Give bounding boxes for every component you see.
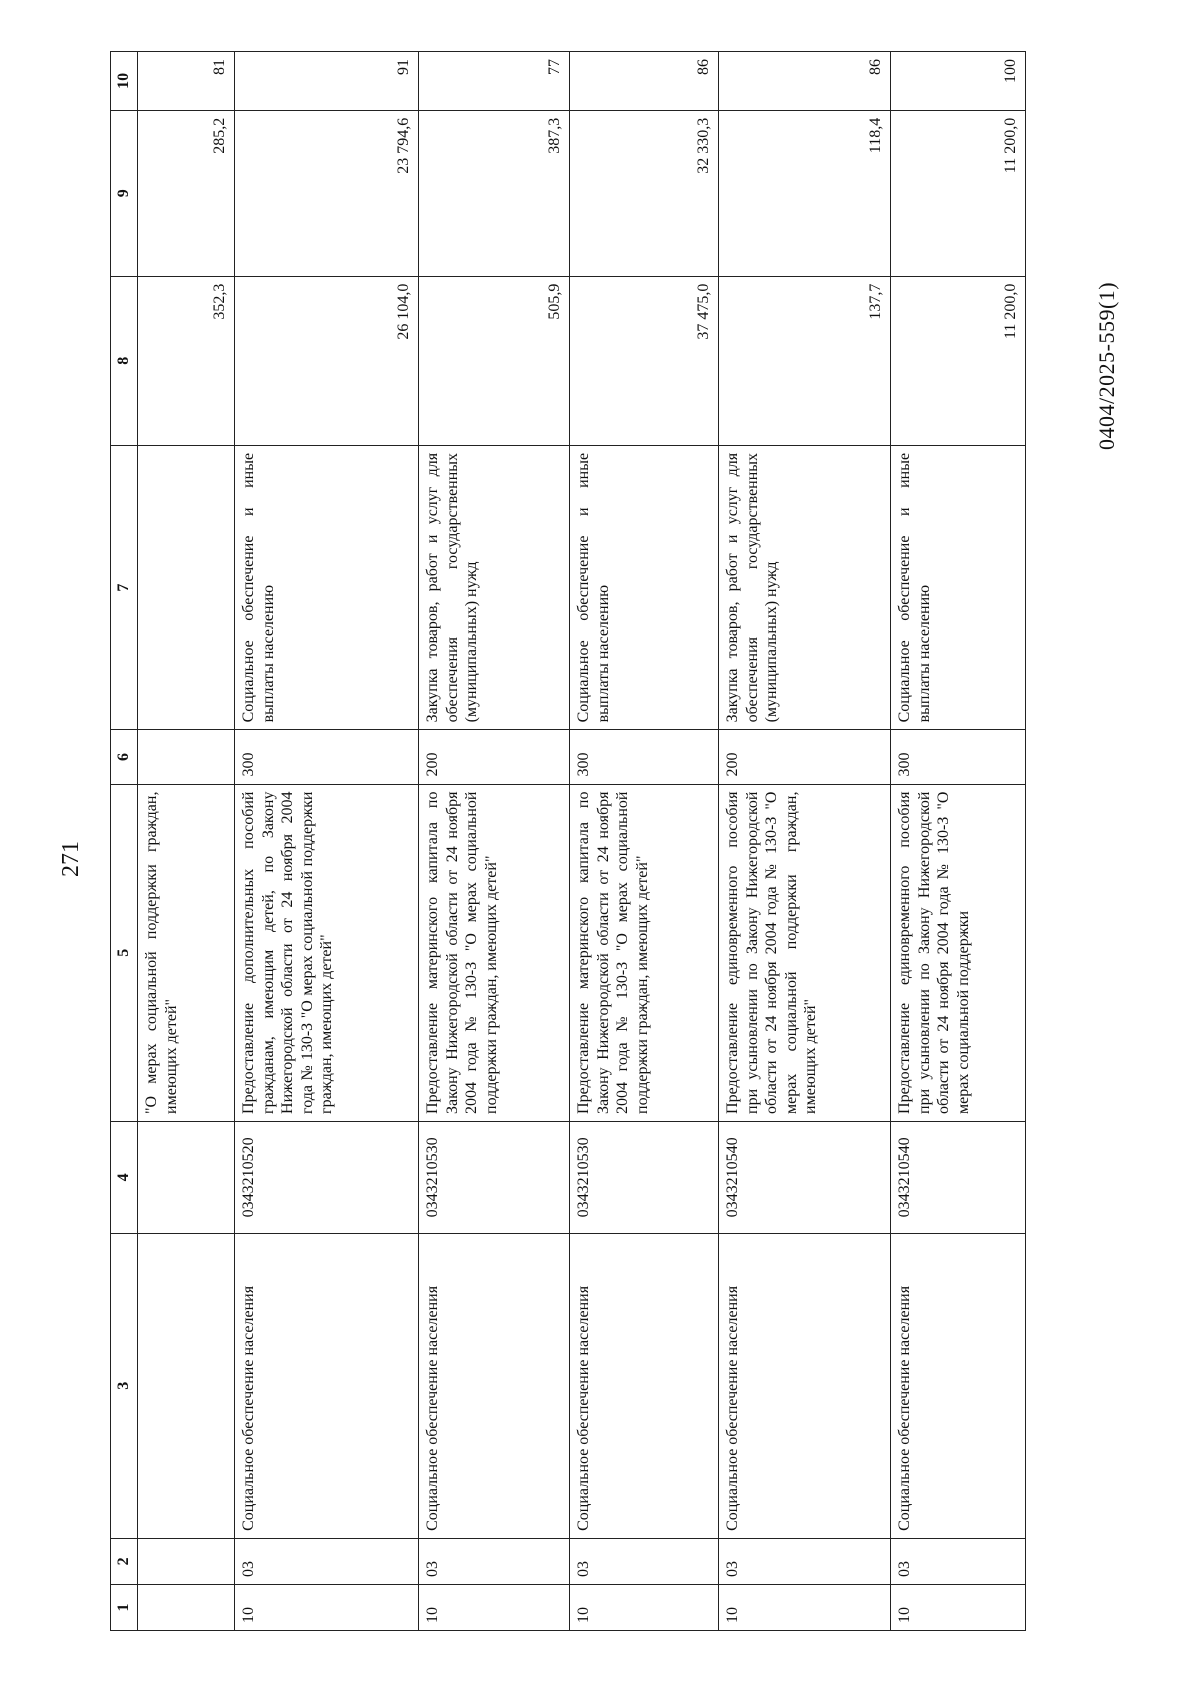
cell-expense-name <box>138 445 235 729</box>
cell-subsection: 03 <box>719 1538 891 1584</box>
table-row <box>419 52 570 1631</box>
cell-section-name: Социальное обеспечение населения <box>419 1233 570 1538</box>
table-row <box>570 52 719 1631</box>
col-header-10: 10 <box>111 52 138 111</box>
col-header-2: 2 <box>111 1538 138 1584</box>
cell-section: 10 <box>419 1584 570 1630</box>
col-header-1: 1 <box>111 1584 138 1630</box>
table-row <box>719 52 891 1631</box>
cell-section-name <box>138 1233 235 1538</box>
cell-subsection: 03 <box>235 1538 419 1584</box>
cell-target-code <box>138 1121 235 1233</box>
cell-planned: 505,9 <box>419 276 570 445</box>
cell-executed: 11 200,0 <box>891 110 1026 276</box>
cell-expense-type: 300 <box>235 730 419 784</box>
cell-section: 10 <box>891 1584 1026 1630</box>
cell-target-name: Предоставление материнского капитала по Закону Нижегородской области от 24 ноября 2004 года № 130-З "О мерах социальной поддержки граждан, имеющих детей" <box>419 784 570 1121</box>
cell-expense-name: Социальное обеспечение и иные выплаты населению <box>891 445 1026 729</box>
cell-expense-type: 300 <box>891 730 1026 784</box>
cell-expense-type: 300 <box>570 730 719 784</box>
cell-percent: 91 <box>235 52 419 111</box>
cell-executed: 285,2 <box>138 110 235 276</box>
budget-table <box>110 51 1026 1631</box>
cell-section-name: Социальное обеспечение населения <box>235 1233 419 1538</box>
col-header-6: 6 <box>111 730 138 784</box>
cell-section: 10 <box>235 1584 419 1630</box>
cell-expense-type: 200 <box>719 730 891 784</box>
cell-planned: 26 104,0 <box>235 276 419 445</box>
cell-subsection: 03 <box>570 1538 719 1584</box>
cell-subsection: 03 <box>419 1538 570 1584</box>
cell-executed: 118,4 <box>719 110 891 276</box>
page-number: 271 <box>58 841 84 877</box>
cell-target-name: Предоставление дополнительных пособий гражданам, имеющим детей, по Закону Нижегородской области от 24 ноября 2004 года № 130-З "О мерах социальной поддержки граждан, имеющих детей" <box>235 784 419 1121</box>
cell-target-name: Предоставление единовременного пособия при усыновлении по Закону Нижегородской области от 24 ноября 2004 года № 130-З "О мерах социальной поддержки граждан, имеющих детей" <box>719 784 891 1121</box>
table-row <box>235 52 419 1631</box>
cell-planned: 352,3 <box>138 276 235 445</box>
cell-expense-type <box>138 730 235 784</box>
cell-executed: 32 330,3 <box>570 110 719 276</box>
cell-target-code: 0343210530 <box>570 1121 719 1233</box>
cell-target-name: "О мерах социальной поддержки граждан, имеющих детей" <box>138 784 235 1121</box>
table-row <box>138 52 235 1631</box>
col-header-4: 4 <box>111 1121 138 1233</box>
col-header-7: 7 <box>111 445 138 729</box>
cell-subsection <box>138 1538 235 1584</box>
cell-executed: 23 794,6 <box>235 110 419 276</box>
cell-planned: 37 475,0 <box>570 276 719 445</box>
cell-section: 10 <box>719 1584 891 1630</box>
cell-percent: 86 <box>570 52 719 111</box>
col-header-3: 3 <box>111 1233 138 1538</box>
cell-percent: 100 <box>891 52 1026 111</box>
cell-section: 10 <box>570 1584 719 1630</box>
header-row <box>111 52 138 1631</box>
cell-planned: 11 200,0 <box>891 276 1026 445</box>
col-header-8: 8 <box>111 276 138 445</box>
cell-target-code: 0343210540 <box>719 1121 891 1233</box>
cell-target-name: Предоставление материнского капитала по Закону Нижегородской области от 24 ноября 2004 года № 130-З "О мерах социальной поддержки граждан, имеющих детей" <box>570 784 719 1121</box>
cell-section-name: Социальное обеспечение населения <box>570 1233 719 1538</box>
cell-expense-name: Социальное обеспечение и иные выплаты населению <box>570 445 719 729</box>
cell-expense-name: Социальное обеспечение и иные выплаты населению <box>235 445 419 729</box>
cell-section <box>138 1584 235 1630</box>
cell-target-code: 0343210530 <box>419 1121 570 1233</box>
cell-expense-type: 200 <box>419 730 570 784</box>
cell-executed: 387,3 <box>419 110 570 276</box>
cell-percent: 86 <box>719 52 891 111</box>
cell-percent: 81 <box>138 52 235 111</box>
cell-target-code: 0343210540 <box>891 1121 1026 1233</box>
col-header-5: 5 <box>111 784 138 1121</box>
cell-subsection: 03 <box>891 1538 1026 1584</box>
cell-section-name: Социальное обеспечение населения <box>891 1233 1026 1538</box>
cell-target-code: 0343210520 <box>235 1121 419 1233</box>
cell-section-name: Социальное обеспечение населения <box>719 1233 891 1538</box>
document-code: 0404/2025-559(1) <box>1094 281 1119 450</box>
cell-expense-name: Закупка товаров, работ и услуг для обеспечения государственных (муниципальных) нужд <box>419 445 570 729</box>
cell-planned: 137,7 <box>719 276 891 445</box>
cell-target-name: Предоставление единовременного пособия при усыновлении по Закону Нижегородской области от 24 ноября 2004 года № 130-З "О мерах социальной поддержки <box>891 784 1026 1121</box>
cell-expense-name: Закупка товаров, работ и услуг для обеспечения государственных (муниципальных) нужд <box>719 445 891 729</box>
cell-percent: 77 <box>419 52 570 111</box>
col-header-9: 9 <box>111 110 138 276</box>
table-row <box>891 52 1026 1631</box>
